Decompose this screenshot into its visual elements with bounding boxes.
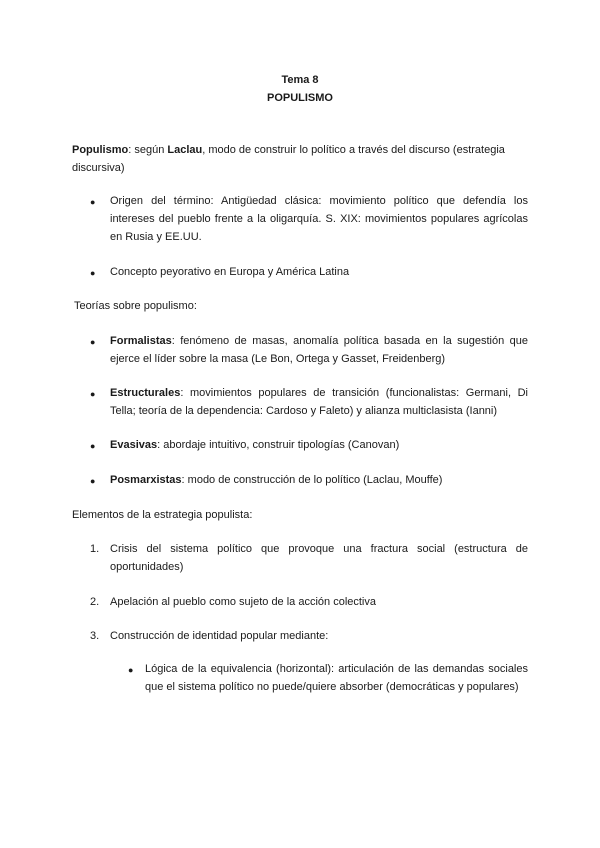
theory-item xyxy=(110,384,528,420)
elements-heading: Elementos de la estrategia populista: xyxy=(72,509,253,521)
bullet-icon: ● xyxy=(90,441,96,451)
list-number: 1. xyxy=(90,543,100,555)
theory-text: : movimientos populares de transición (funcionalistas: Germani, Di Tella; teoría de la dependencia: Cardoso y Faleto) y alianza multiclasista (Ianni) xyxy=(110,387,528,417)
bullet-icon: ● xyxy=(90,476,96,486)
bullet-icon: ● xyxy=(90,268,96,278)
list-number: 3. xyxy=(90,630,100,642)
topic-heading: Tema 8 xyxy=(281,74,319,86)
bullet-icon: ● xyxy=(90,337,96,347)
element-item: Crisis del sistema político que provoque una fractura social (estructura de oportunidades) xyxy=(110,543,528,573)
definition-pre-author: : según xyxy=(128,144,168,156)
definition-author: Laclau xyxy=(167,144,203,156)
bullet-icon: ● xyxy=(90,197,96,207)
theory-item xyxy=(110,436,528,454)
sub-item: Lógica de la equivalencia (horizontal): articulación de las demandas sociales que el sistema político no puede/quiere absorber (democráticas y populares) xyxy=(145,663,528,693)
bullet-icon: ● xyxy=(128,665,134,675)
theory-item xyxy=(110,471,528,489)
theory-term: Estructurales xyxy=(110,387,181,399)
origin-item: Origen del término: Antigüedad clásica: movimiento político que defendía los intereses del pueblo frente a la oligarquía. S. XIX: movimientos populares agrícolas en Rusia y EE.UU. xyxy=(110,195,528,243)
theory-text: : modo de construcción de lo político (Laclau, Mouffe) xyxy=(181,474,443,486)
theory-text: : fenómeno de masas, anomalía política basada en la sugestión que ejerce el líder sobre la masa (Le Bon, Ortega y Gasset, Freidenberg) xyxy=(110,335,528,365)
theories-heading: Teorías sobre populismo: xyxy=(74,300,197,312)
theory-text: : abordaje intuitivo, construir tipologías (Canovan) xyxy=(157,439,400,451)
definition-text: , modo de construir lo político a través del discurso (estrategia discursiva) xyxy=(72,144,505,174)
definition-term: Populismo xyxy=(72,144,129,156)
theory-item xyxy=(110,332,528,368)
bullet-icon: ● xyxy=(90,389,96,399)
theory-term: Posmarxistas xyxy=(110,474,182,486)
page-title: POPULISMO xyxy=(266,92,333,104)
definition-paragraph xyxy=(72,141,528,177)
theory-term: Evasivas xyxy=(110,439,158,451)
list-number: 2. xyxy=(90,596,100,608)
element-item: Apelación al pueblo como sujeto de la acción colectiva xyxy=(110,596,376,608)
origin-item: Concepto peyorativo en Europa y América Latina xyxy=(110,266,350,278)
theory-term: Formalistas xyxy=(110,335,172,347)
element-item: Construcción de identidad popular mediante: xyxy=(110,630,329,642)
